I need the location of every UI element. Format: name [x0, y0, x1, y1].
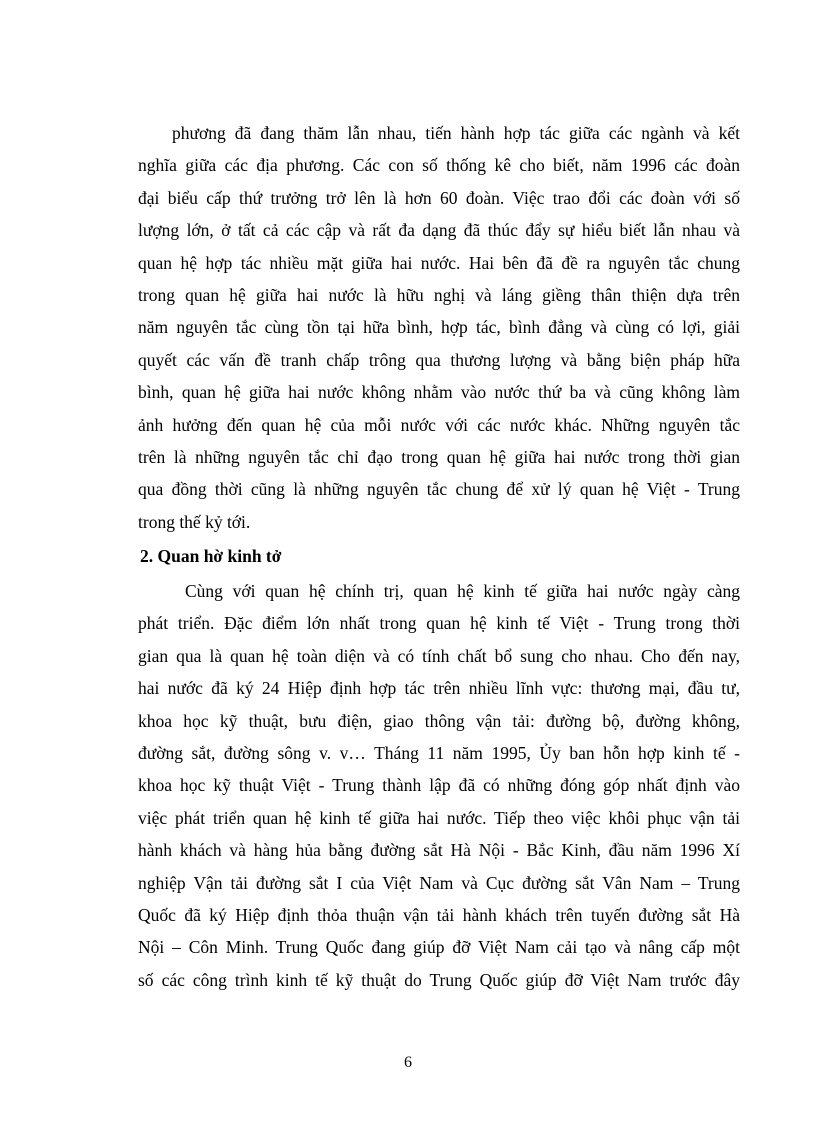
paragraph-line: quyết các vấn đề tranh chấp trông qua thương lượng và bằng biện pháp hữa	[138, 349, 740, 370]
paragraph-line: bình, quan hệ giữa hai nước không nhằm vào nước thứ ba và cũng không làm	[138, 382, 740, 403]
paragraph-line: trên là những nguyên tắc chỉ đạo trong quan hệ giữa hai nước trong thời gian	[138, 447, 740, 468]
paragraph-line: trong thế kỷ tới.	[138, 511, 251, 532]
page-number: 6	[404, 1054, 412, 1071]
paragraph-line: Cùng với quan hệ chính trị, quan hệ kinh tế giữa hai nước ngày càng	[185, 581, 740, 601]
paragraph-line: Quốc đã ký Hiệp định thỏa thuận vận tải hành khách trên tuyến đường sắt Hà	[138, 905, 740, 926]
paragraph-line: năm nguyên tắc cùng tồn tại hữa bình, hợp tác, bình đẳng và cùng có lợi, giải	[138, 317, 740, 338]
body-paragraph-2	[138, 575, 740, 996]
paragraph-line: phương đã đang thăm lẫn nhau, tiến hành hợp tác giữa các ngành và kết	[172, 123, 740, 143]
body-paragraph-1	[138, 117, 740, 538]
paragraph-line: lượng lớn, ở tất cả các cập và rất đa dạng đã thúc đẩy sự hiểu biết lẫn nhau và	[138, 220, 740, 241]
paragraph-line: phát triển. Đặc điểm lớn nhất trong quan hệ kinh tế Việt - Trung trong thời	[138, 613, 740, 634]
section-heading: 2. Quan hờ kinh tở	[140, 546, 282, 566]
paragraph-line: số các công trình kinh tế kỹ thuật do Trung Quốc giúp đỡ Việt Nam trước đây	[138, 969, 740, 990]
paragraph-line: đại biểu cấp thứ trưởng trở lên là hơn 60 đoàn. Việc trao đổi các đoàn với số	[138, 187, 740, 208]
paragraph-line: khoa học kỹ thuật Việt - Trung thành lập đã có những đóng góp nhất định vào	[138, 775, 740, 796]
paragraph-line: gian qua là quan hệ toàn diện và có tính chất bổ sung cho nhau. Cho đến nay,	[138, 645, 740, 666]
paragraph-line: hai nước đã ký 24 Hiệp định hợp tác trên nhiều lĩnh vực: thương mại, đầu tư,	[138, 678, 740, 699]
paragraph-line: ảnh hưởng đến quan hệ của mỗi nước với các nước khác. Những nguyên tắc	[138, 414, 740, 435]
paragraph-line: nghĩa giữa các địa phương. Các con số thống kê cho biết, năm 1996 các đoàn	[138, 155, 740, 176]
paragraph-line: việc phát triển quan hệ kinh tế giữa hai nước. Tiếp theo việc khôi phục vận tải	[138, 807, 740, 828]
paragraph-line: nghiệp Vận tải đường sắt I của Việt Nam và Cục đường sắt Vân Nam – Trung	[138, 872, 740, 893]
paragraph-line: đường sắt, đường sông v. v… Tháng 11 năm 1995, Ủy ban hỗn hợp kinh tế -	[138, 743, 740, 764]
paragraph-line: Nội – Côn Minh. Trung Quốc đang giúp đỡ Việt Nam cải tạo và nâng cấp một	[138, 937, 740, 958]
paragraph-line: hành khách và hàng hủa bằng đường sắt Hà Nội - Bắc Kinh, đầu năm 1996 Xí	[138, 840, 740, 861]
paragraph-line: quan hệ hợp tác nhiều mặt giữa hai nước. Hai bên đã đề ra nguyên tắc chung	[138, 252, 740, 273]
paragraph-line: khoa học kỹ thuật, bưu điện, giao thông vận tải: đường bộ, đường không,	[138, 710, 740, 731]
paragraph-line: qua đồng thời cũng là những nguyên tắc chung để xử lý quan hệ Việt - Trung	[138, 479, 740, 500]
paragraph-line: trong quan hệ giữa hai nước là hữu nghị và láng giềng thân thiện dựa trên	[138, 285, 740, 306]
